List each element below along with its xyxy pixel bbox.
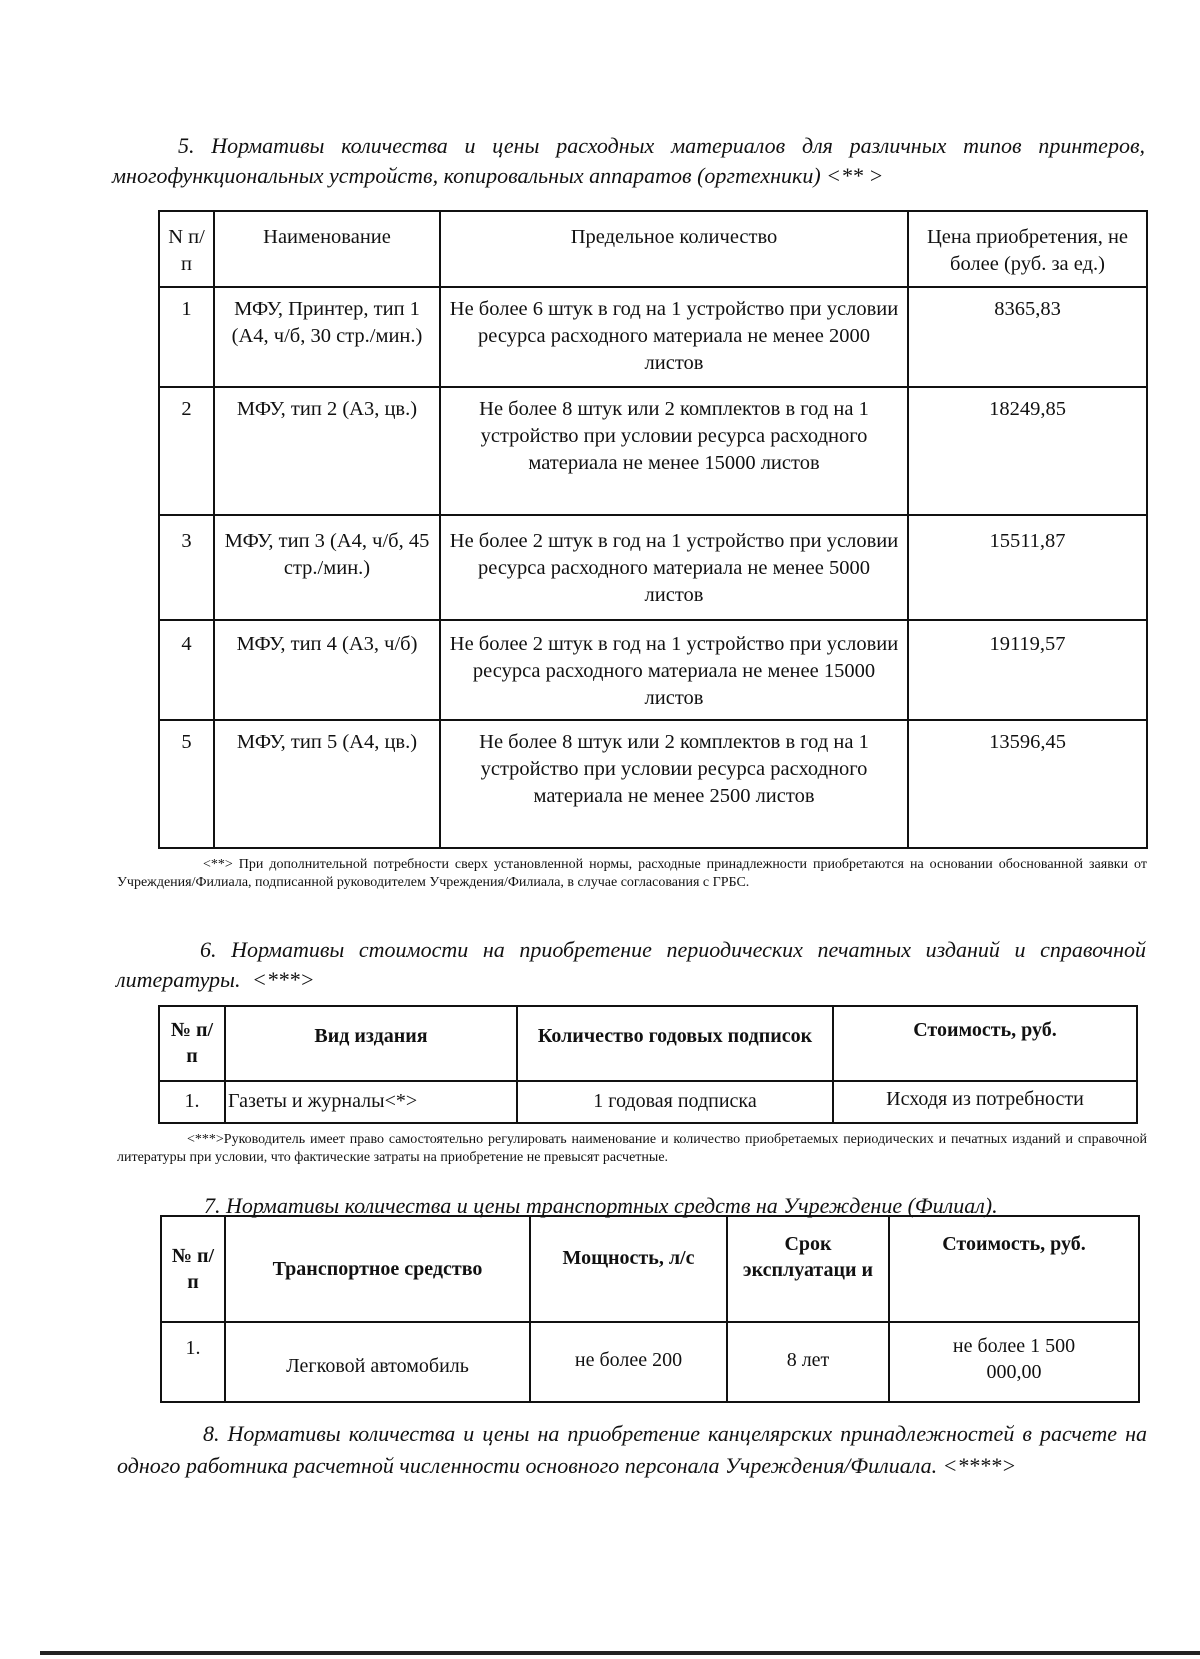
periodicals-table <box>158 1005 1138 1124</box>
row-qty: 1 годовая подписка <box>517 1081 833 1123</box>
column-header-num: N п/п <box>159 211 214 287</box>
column-header-num: № п/п <box>161 1216 225 1322</box>
table-header-row <box>159 211 1147 287</box>
column-header-qty: Предельное количество <box>440 211 908 287</box>
section6-heading: 6. Нормативы стоимости на приобретение периодических печатных изданий и справочной литературы. <***> <box>116 937 1146 992</box>
row-num: 4 <box>159 620 214 720</box>
row-name: МФУ, Принтер, тип 1 (А4, ч/б, 30 стр./мин.) <box>214 287 440 387</box>
row-qty: Не более 2 штук в год на 1 устройство при условии ресурса расходного материала не менее 5000 листов <box>440 515 908 620</box>
table-header-row <box>159 1006 1137 1081</box>
row-qty: Не более 6 штук в год на 1 устройство при условии ресурса расходного материала не менее 2000 листов <box>440 287 908 387</box>
scan-edge-line <box>40 1651 1200 1655</box>
column-header-power: Мощность, л/с <box>530 1216 727 1322</box>
section7-heading: 7. Нормативы количества и цены транспортных средств на Учреждение (Филиал). <box>204 1193 998 1218</box>
row-vehicle: Легковой автомобиль <box>225 1322 530 1402</box>
row-qty: Не более 8 штук или 2 комплектов в год на 1 устройство при условии ресурса расходного материала не менее 15000 листов <box>440 387 908 515</box>
column-header-vehicle: Транспортное средство <box>225 1216 530 1322</box>
table-row <box>159 387 1147 515</box>
row-name: МФУ, тип 5 (А4, цв.) <box>214 720 440 848</box>
column-header-num: № п/п <box>159 1006 225 1081</box>
row-name: МФУ, тип 4 (А3, ч/б) <box>214 620 440 720</box>
footnote-consumables: <**> При дополнительной потребности сверх установленной нормы, расходные принадлежности приобретаются на основании обоснованной заявки от Учреждения/Филиала, подписанной руководителем Учреждения/Филиала, в случае согласования с ГРБС. <box>117 857 1147 890</box>
row-name: МФУ, тип 2 (А3, цв.) <box>214 387 440 515</box>
table-row <box>161 1322 1139 1402</box>
row-num: 3 <box>159 515 214 620</box>
row-num: 1 <box>159 287 214 387</box>
table-row <box>159 620 1147 720</box>
column-header-cost: Стоимость, руб. <box>833 1006 1137 1081</box>
section8-heading: 8. Нормативы количества и цены на приобретение канцелярских принадлежностей в расчете на одного работника расчетной численности основного персонала Учреждения/Филиала. <****> <box>117 1421 1147 1478</box>
row-num: 1. <box>159 1081 225 1123</box>
column-header-name: Наименование <box>214 211 440 287</box>
table-row <box>159 515 1147 620</box>
row-num: 5 <box>159 720 214 848</box>
row-term: 8 лет <box>727 1322 889 1402</box>
row-power: не более 200 <box>530 1322 727 1402</box>
row-type: Газеты и журналы<*> <box>225 1081 517 1123</box>
row-price: 15511,87 <box>908 515 1147 620</box>
vehicles-table <box>160 1215 1140 1403</box>
row-name: МФУ, тип 3 (А4, ч/б, 45 стр./мин.) <box>214 515 440 620</box>
column-header-term: Срок эксплуатаци и <box>727 1216 889 1322</box>
footnote-periodicals: <***>Руководитель имеет право самостоятельно регулировать наименование и количество приобретаемых периодических и печатных изданий и справочной литературы при условии, что фактические затраты на приобретение не превысят расчетные. <box>117 1132 1147 1165</box>
row-price: 19119,57 <box>908 620 1147 720</box>
section5-heading: 5. Нормативы количества и цены расходных материалов для различных типов принтеров, многофункциональных устройств, копировальных аппаратов (оргтехники) <** > <box>112 133 1145 188</box>
table-row <box>159 1081 1137 1123</box>
consumables-table <box>158 210 1148 849</box>
row-price: 13596,45 <box>908 720 1147 848</box>
column-header-qty: Количество годовых подписок <box>517 1006 833 1081</box>
table-row <box>159 720 1147 848</box>
column-header-cost: Стоимость, руб. <box>889 1216 1139 1322</box>
column-header-type: Вид издания <box>225 1006 517 1081</box>
row-cost: не более 1 500 000,00 <box>889 1322 1139 1402</box>
row-price: 18249,85 <box>908 387 1147 515</box>
table-header-row <box>161 1216 1139 1322</box>
table-row <box>159 287 1147 387</box>
row-price: 8365,83 <box>908 287 1147 387</box>
row-num: 1. <box>161 1322 225 1402</box>
row-qty: Не более 2 штук в год на 1 устройство при условии ресурса расходного материала не менее 15000 листов <box>440 620 908 720</box>
row-cost: Исходя из потребности <box>833 1081 1137 1123</box>
row-num: 2 <box>159 387 214 515</box>
row-qty: Не более 8 штук или 2 комплектов в год на 1 устройство при условии ресурса расходного материала не менее 2500 листов <box>440 720 908 848</box>
column-header-price: Цена приобретения, не более (руб. за ед.) <box>908 211 1147 287</box>
